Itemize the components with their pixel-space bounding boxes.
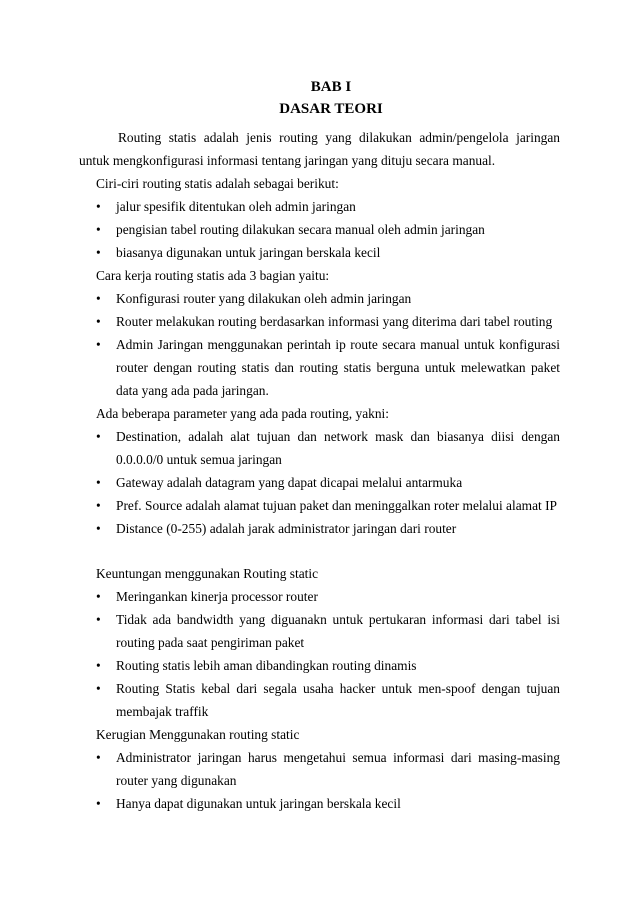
- intro-paragraph: Routing statis adalah jenis routing yang dilakukan admin/pengelola jaringan untuk mengkonfigurasi informasi tentang jaringan yang dituju secara manual.: [79, 130, 560, 168]
- list-item: [79, 608, 560, 654]
- bullet-icon: •: [96, 429, 101, 444]
- bullet-icon: •: [96, 245, 101, 260]
- document-body: [79, 126, 560, 815]
- chapter-title: DASAR TEORI: [279, 101, 383, 117]
- keuntungan-list: [79, 585, 560, 723]
- list-item-text: Routing statis lebih aman dibandingkan routing dinamis: [116, 658, 417, 673]
- bullet-icon: •: [96, 681, 101, 696]
- list-item: [79, 494, 560, 517]
- list-item: [79, 218, 560, 241]
- list-item: [79, 677, 560, 723]
- bullet-icon: •: [96, 658, 101, 673]
- list-item-text: Administrator jaringan harus mengetahui semua informasi dari masing-masing router yang digunakan: [116, 750, 560, 788]
- bullet-icon: •: [96, 521, 101, 536]
- ciri-label: Ciri-ciri routing statis adalah sebagai berikut:: [96, 176, 339, 191]
- bullet-icon: •: [96, 199, 101, 214]
- list-item: [79, 654, 560, 677]
- list-item: [79, 425, 560, 471]
- list-item-text: Pref. Source adalah alamat tujuan paket dan meninggalkan roter melalui alamat IP: [116, 498, 557, 513]
- list-item: [79, 792, 560, 815]
- list-item: [79, 471, 560, 494]
- list-item-text: biasanya digunakan untuk jaringan berskala kecil: [116, 245, 381, 260]
- keuntungan-label: Keuntungan menggunakan Routing static: [96, 566, 319, 581]
- bullet-icon: •: [96, 612, 101, 627]
- paragraph-spacer: [79, 540, 560, 562]
- list-item: [79, 287, 560, 310]
- cara-list: [79, 287, 560, 402]
- list-item: [79, 746, 560, 792]
- bullet-icon: •: [96, 222, 101, 237]
- bullet-icon: •: [96, 475, 101, 490]
- list-item: [79, 195, 560, 218]
- kerugian-list: [79, 746, 560, 815]
- bullet-icon: •: [96, 291, 101, 306]
- list-item-text: Admin Jaringan menggunakan perintah ip route secara manual untuk konfigurasi router dengan routing statis dan routing statis berguna untuk melewatkan paket data yang ada pada jaringan.: [116, 337, 560, 398]
- list-item: [79, 333, 560, 402]
- bullet-icon: •: [96, 337, 101, 352]
- bullet-icon: •: [96, 796, 101, 811]
- list-item-text: Distance (0-255) adalah jarak administrator jaringan dari router: [116, 521, 457, 536]
- list-item: [79, 585, 560, 608]
- list-item-text: Router melakukan routing berdasarkan informasi yang diterima dari tabel routing: [116, 314, 553, 329]
- list-item: [79, 517, 560, 540]
- list-item: [79, 241, 560, 264]
- list-item-text: Routing Statis kebal dari segala usaha hacker untuk men-spoof dengan tujuan membajak traffik: [116, 681, 560, 719]
- chapter-heading: BAB I: [310, 79, 352, 95]
- list-item: [79, 310, 560, 333]
- cara-label: Cara kerja routing statis ada 3 bagian yaitu:: [96, 268, 330, 283]
- list-item-text: jalur spesifik ditentukan oleh admin jaringan: [116, 199, 356, 214]
- bullet-icon: •: [96, 750, 101, 765]
- list-item-text: Tidak ada bandwidth yang diguanakn untuk pertukaran informasi dari tabel isi routing pada saat pengiriman paket: [116, 612, 560, 650]
- bullet-icon: •: [96, 314, 101, 329]
- list-item-text: pengisian tabel routing dilakukan secara manual oleh admin jaringan: [116, 222, 485, 237]
- list-item-text: Destination, adalah alat tujuan dan network mask dan biasanya diisi dengan 0.0.0.0/0 untuk semua jaringan: [116, 429, 560, 467]
- kerugian-label: Kerugian Menggunakan routing static: [96, 727, 300, 742]
- list-item-text: Meringankan kinerja processor router: [116, 589, 318, 604]
- ciri-list: [79, 195, 560, 264]
- list-item-text: Hanya dapat digunakan untuk jaringan berskala kecil: [116, 796, 401, 811]
- bullet-icon: •: [96, 589, 101, 604]
- parameter-list: [79, 425, 560, 540]
- list-item-text: Konfigurasi router yang dilakukan oleh admin jaringan: [116, 291, 412, 306]
- bullet-icon: •: [96, 498, 101, 513]
- parameter-label: Ada beberapa parameter yang ada pada routing, yakni:: [96, 406, 389, 421]
- list-item-text: Gateway adalah datagram yang dapat dicapai melalui antarmuka: [116, 475, 463, 490]
